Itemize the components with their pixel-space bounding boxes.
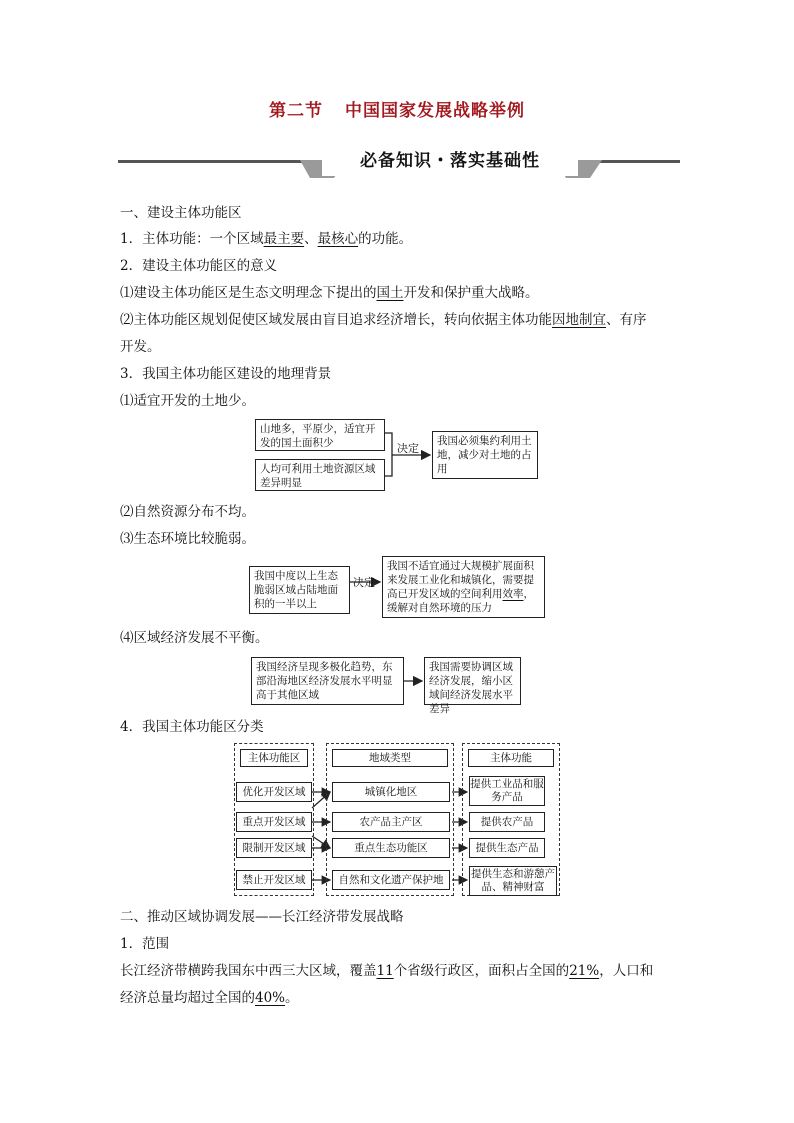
function-agricultural: 提供农产品 [469, 812, 545, 832]
diagram1-label: 决定 [397, 442, 419, 455]
section-name: 中国国家发展战略举例 [345, 101, 525, 121]
zone-restricted: 限制开发区域 [236, 838, 312, 858]
paragraph-background-4: ⑷区域经济发展不平衡。 [120, 630, 269, 646]
diagram3-box-result: 我国需要协调区域经济发展，缩小区域间经济发展水平差异 [424, 657, 521, 705]
type-heritage: 自然和文化遗产保护地 [332, 870, 450, 890]
zone-key: 重点开发区域 [236, 812, 312, 832]
diagram1-box-land-difference: 人均可利用土地资源区域差异明显 [255, 459, 385, 491]
diagram1-box-result: 我国必须集约利用土地，减少对土地的占用 [432, 431, 538, 479]
paragraph-background-heading: 3．我国主体功能区建设的地理背景 [120, 366, 332, 382]
types-header: 地域类型 [332, 749, 448, 767]
paragraph-scope-2: 经济总量均超过全国的40%。 [120, 990, 299, 1006]
heading-2: 二、推动区域协调发展——长江经济带发展战略 [120, 909, 404, 925]
diagram2-box-fragile: 我国中度以上生态脆弱区域占陆地面积的一半以上 [249, 566, 350, 614]
zone-optimized: 优化开发区域 [236, 782, 312, 802]
diagram2-box-result: 我国不适宜通过大规模扩展面积来发展工业化和城镇化，需要提高已开发区域的空间利用效率，缓解对自然环境的压力 [382, 556, 545, 618]
section-number: 第二节 [269, 101, 323, 121]
paragraph-background-2: ⑵自然资源分布不均。 [120, 504, 255, 520]
type-ecological: 重点生态功能区 [332, 838, 450, 858]
type-agricultural: 农产品主产区 [332, 812, 450, 832]
paragraph-background-1: ⑴适宜开发的土地少。 [120, 393, 255, 409]
paragraph-significance-2-cont: 开发。 [120, 339, 161, 355]
diagram1-box-terrain: 山地多，平原少，适宜开发的国土面积少 [255, 419, 385, 451]
paragraph-main-function: 1．主体功能：一个区域最主要、最核心的功能。 [120, 231, 413, 247]
paragraph-classification-heading: 4．我国主体功能区分类 [120, 719, 264, 735]
paragraph-significance-1: ⑴建设主体功能区是生态文明理念下提出的国土开发和保护重大战略。 [120, 285, 539, 301]
paragraph-scope-1: 长江经济带横跨我国东中西三大区域，覆盖11个省级行政区，面积占全国的21%，人口和 [120, 963, 654, 979]
heading-1: 一、建设主体功能区 [120, 205, 242, 221]
function-ecological: 提供生态产品 [469, 838, 545, 858]
banner-title: 必备知识・落实基础性 [322, 146, 578, 176]
diagram2-label: 决定 [353, 576, 375, 589]
paragraph-scope-heading: 1．范围 [120, 936, 170, 952]
functions-header: 主体功能 [468, 749, 554, 767]
paragraph-significance-heading: 2．建设主体功能区的意义 [120, 258, 278, 274]
function-industrial: 提供工业品和服务产品 [469, 776, 545, 806]
diagram3-box-imbalance: 我国经济呈现多极化趋势，东部沿海地区经济发展水平明显高于其他区域 [251, 657, 404, 705]
paragraph-background-3: ⑶生态环境比较脆弱。 [120, 531, 255, 547]
paragraph-significance-2: ⑵主体功能区规划促使区域发展由盲目追求经济增长，转向依据主体功能因地制宜、有序 [120, 312, 647, 328]
zones-header: 主体功能区 [240, 749, 308, 767]
function-cultural: 提供生态和游憩产品、精神财富 [469, 866, 557, 896]
type-urban: 城镇化地区 [332, 782, 450, 802]
zone-prohibited: 禁止开发区域 [236, 870, 312, 890]
